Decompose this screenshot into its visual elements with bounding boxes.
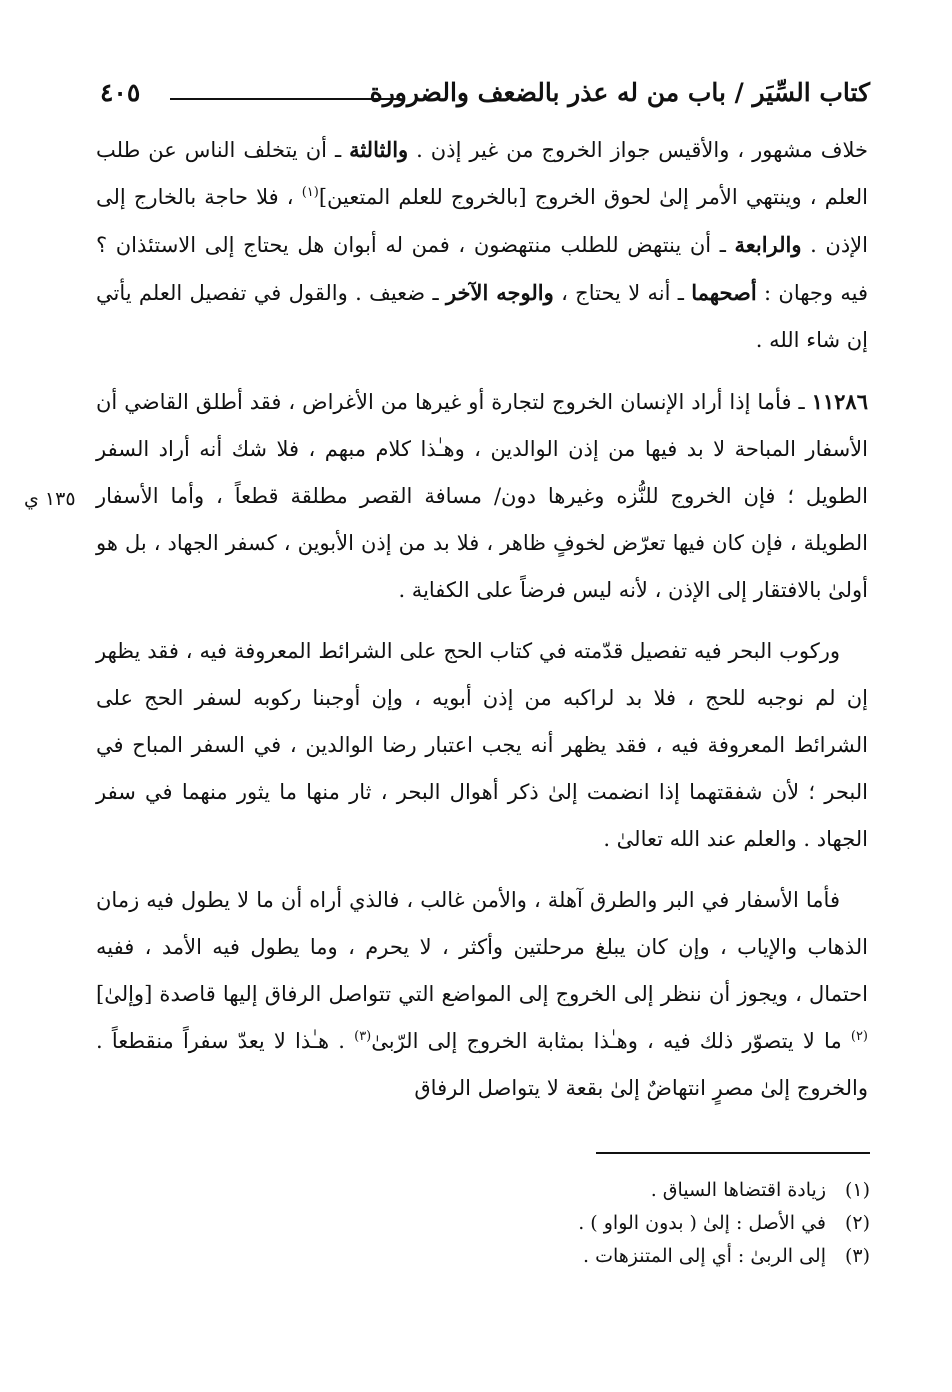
paragraph-2 <box>96 378 868 614</box>
paragraph-1 <box>96 126 868 364</box>
issue-number: ١١٢٨٦ <box>811 389 868 414</box>
text-run: خلاف مشهور ، والأقيس جواز الخروج من غير إذن . <box>408 138 869 162</box>
footnotes <box>170 1174 870 1273</box>
main-text <box>96 126 868 1112</box>
text-run: ما لا يتصوّر ذلك فيه ، وهـٰذا بمثابة الخروج إلى الرّبىٰ <box>371 1029 851 1053</box>
footnote-rule <box>596 1152 870 1154</box>
footnote-number: (٢) <box>844 1212 870 1234</box>
text-run: ـ فأما إذا أراد الإنسان الخروج لتجارة أو غيرها من الأغراض ، فقد أطلق القاضي أن الأسفار المباحة لا بد فيها من إذن الوالدين ، وهـٰذا كلام مبهم ، فلا شك أنه أراد السفر الطويل ؛ فإن الخروج للنُّزه وغيرها دون/ مسافة القصر مطلقة قطعاً ، وأما الأسفار الطويلة ، فإن كان فيها تعرّض لخوفٍ ظاهر ، فلا بد من إذن الأبوين ، كسفر الجهاد ، بل هو أولىٰ بالافتقار إلى الإذن ، لأنه ليس فرضاً على الكفاية . <box>96 390 868 602</box>
text-run: فأما الأسفار في البر والطرق آهلة ، والأمن غالب ، فالذي أراه أن ما لا يطول فيه زمان الذهاب والإياب ، وإن كان يبلغ مرحلتين وأكثر ، لا يحرم ، وما يطول فيه الأمد ، ففيه احتمال ، ويجوز أن ننظر إلى الخروج إلى المواضع التي تتواصل الرفاق إليها قاصدة [وإلىٰ] <box>96 888 868 1006</box>
text-run: ـ ضعيف . والقول في تفصيل العلم يأتي إن شاء الله . <box>96 281 868 352</box>
page-number: ٤٠٥ <box>100 78 141 107</box>
text-run: . هـٰذا لا يعدّ سفراً منقطعاً . والخروج إلىٰ مصرٍ انتهاضٌ إلىٰ بقعة لا يتواصل الرفاق <box>96 1029 868 1100</box>
margin-note: ١٣٥ ي <box>24 488 76 510</box>
text-run: ـ أنه لا يحتاج ، <box>553 281 692 305</box>
footnote-number: (٣) <box>844 1245 870 1267</box>
paragraph-4 <box>96 877 868 1112</box>
footnote-ref-2: (٢) <box>850 1029 868 1044</box>
footnote-text: إلى الربىٰ : أي إلى المتنزهات . <box>582 1245 826 1267</box>
footnote-2 <box>170 1207 870 1240</box>
term-other-view: والوجه الآخر <box>445 280 554 305</box>
text-run: وركوب البحر فيه تفصيل قدّمته في كتاب الحج على الشرائط المعروفة فيه ، فقد يظهر إن لم نوجبه للحج ، فلا بد لراكبه من إذن أبويه ، وإن أوجبنا ركوبه لسفر الحج على الشرائط المعروفة فيه ، فقد يظهر أنه يجب اعتبار رضا الوالدين ، في السفر المباح في البحر ؛ لأن شفقتهما إذا انضمت إلىٰ ذكر أهوال البحر ، ثار منها ما يثور منهما في سفر الجهاد . والعلم عند الله تعالىٰ . <box>96 639 868 851</box>
term-third: والثالثة <box>349 137 409 162</box>
text-run: ـ أن ينتهض للطلب منتهضون ، فمن له أبوان هل يحتاج إلى الاستئذان ؟ فيه وجهان : <box>96 233 869 305</box>
header-rule <box>170 98 400 100</box>
header-title: كتاب السِّيَر / باب من له عذر بالضعف والضرورة <box>369 78 870 107</box>
footnote-text: في الأصل : إلىٰ ( بدون الواو ) . <box>578 1212 826 1234</box>
text-run: ، فلا حاجة بالخارج إلى الإذن . <box>96 185 868 257</box>
running-header <box>100 78 870 118</box>
paragraph-3 <box>96 628 868 863</box>
footnote-ref-1: (١) <box>301 185 319 200</box>
footnote-1 <box>170 1174 870 1207</box>
term-most-correct: أصحهما <box>691 280 757 305</box>
term-fourth: والرابعة <box>734 232 802 257</box>
footnote-ref-3: (٣) <box>354 1029 372 1044</box>
footnote-number: (١) <box>844 1179 870 1201</box>
footnote-3 <box>170 1240 870 1273</box>
text-run: ـ أن يتخلف الناس عن طلب العلم ، وينتهي الأمر إلىٰ لحوق الخروج [بالخروج للعلم المتعين] <box>96 138 869 209</box>
footnote-text: زيادة اقتضاها السياق . <box>650 1179 826 1201</box>
